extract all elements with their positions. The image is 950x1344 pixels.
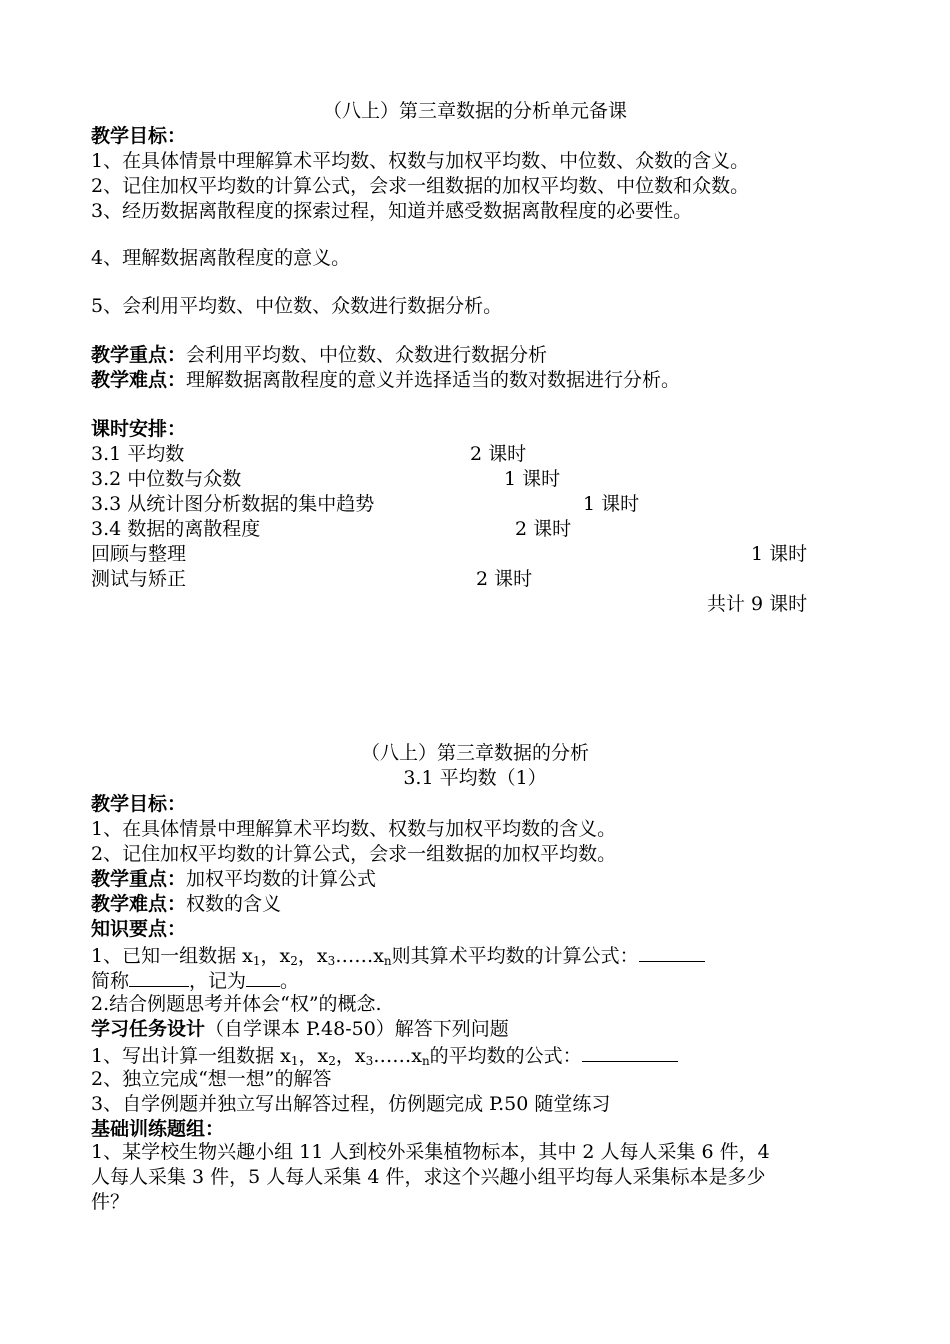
exercise-line: 1、某学校生物兴趣小组 11 人到校外采集植物标本，其中 2 人每人采集 6 件，4 xyxy=(91,1141,770,1163)
task-item-3: 3、自学例题并独立写出解答过程，仿例题完成 P.50 随堂练习 xyxy=(91,1093,611,1115)
goal-item: 5、会利用平均数、中位数、众数进行数据分析。 xyxy=(91,295,503,317)
key-point-label: 教学重点： xyxy=(91,344,187,366)
goal-item: 3、经历数据离散程度的探索过程，知道并感受数据离散程度的必要性。 xyxy=(91,200,693,222)
schedule-item: 回顾与整理 xyxy=(91,543,187,565)
knowledge-item-1: 1、已知一组数据 $x_1$，$x_2$，$x_3\dots\dots x_n$则其算术平均数的计算公式： xyxy=(91,942,705,969)
goal-item: 4、理解数据离散程度的意义。 xyxy=(91,247,351,269)
schedule-item: 3.4 数据的离散程度 xyxy=(91,518,261,540)
difficulty-point xyxy=(91,368,680,393)
difficulty-point xyxy=(91,892,281,917)
task-item-1: 1、写出计算一组数据 $x_1$，$x_2$，$x_3\dots\dots x_n$的平均数的公式： xyxy=(91,1042,678,1069)
knowledge-heading: 知识要点： xyxy=(91,918,187,940)
schedule-item: 测试与矫正 xyxy=(91,568,187,590)
goal-item: 2、记住加权平均数的计算公式，会求一组数据的加权平均数、中位数和众数。 xyxy=(91,175,750,197)
schedule-heading: 课时安排： xyxy=(91,418,187,440)
unit-title: （八上）第三章数据的分析单元备课 xyxy=(322,100,627,122)
knowledge-item-1-cont: 简称 ，记为 。 xyxy=(91,967,299,994)
difficulty-label: 教学难点： xyxy=(91,893,187,915)
knowledge-item-2: 2.结合例题思考并体会“权”的概念. xyxy=(91,993,382,1015)
schedule-hours: 2 课时 xyxy=(476,568,533,590)
schedule-total: 共计 9 课时 xyxy=(707,593,808,615)
notation-blank[interactable] xyxy=(246,967,280,987)
schedule-item: 3.2 中位数与众数 xyxy=(91,468,242,490)
basic-training-heading: 基础训练题组： xyxy=(91,1118,225,1140)
task-item-2: 2、独立完成“想一想”的解答 xyxy=(91,1068,332,1090)
exercise-line: 人每人采集 3 件，5 人每人采集 4 件，求这个兴趣小组平均每人采集标本是多少 xyxy=(91,1166,766,1188)
key-point xyxy=(91,867,376,892)
key-point xyxy=(91,343,547,368)
exercise-line: 件？ xyxy=(91,1191,130,1213)
goal-item: 1、在具体情景中理解算术平均数、权数与加权平均数、中位数、众数的含义。 xyxy=(91,150,750,172)
schedule-item: 3.3 从统计图分析数据的集中趋势 xyxy=(91,493,375,515)
schedule-hours: 1 课时 xyxy=(504,468,561,490)
goal-item: 2、记住加权平均数的计算公式，会求一组数据的加权平均数。 xyxy=(91,843,617,865)
abbreviation-blank[interactable] xyxy=(129,967,189,987)
schedule-hours: 2 课时 xyxy=(515,518,572,540)
goals-heading: 教学目标： xyxy=(91,125,187,147)
difficulty-label: 教学难点： xyxy=(91,369,187,391)
key-point-text: 会利用平均数、中位数、众数进行数据分析 xyxy=(186,344,548,366)
schedule-hours: 2 课时 xyxy=(470,443,527,465)
lesson-chapter-title: （八上）第三章数据的分析 xyxy=(360,742,589,764)
goals-heading: 教学目标： xyxy=(91,793,187,815)
key-point-text: 加权平均数的计算公式 xyxy=(186,868,377,890)
goal-item: 1、在具体情景中理解算术平均数、权数与加权平均数的含义。 xyxy=(91,818,617,840)
formula-blank[interactable] xyxy=(639,942,705,962)
difficulty-text: 权数的含义 xyxy=(186,893,282,915)
schedule-hours: 1 课时 xyxy=(583,493,640,515)
schedule-hours: 1 课时 xyxy=(751,543,808,565)
key-point-label: 教学重点： xyxy=(91,868,187,890)
mean-formula-blank[interactable] xyxy=(582,1042,678,1062)
task-heading: 学习任务设计（自学课本 P.48-50）解答下列问题 xyxy=(91,1018,509,1040)
lesson-title: 3.1 平均数（1） xyxy=(403,767,547,789)
difficulty-text: 理解数据离散程度的意义并选择适当的数对数据进行分析。 xyxy=(186,369,681,391)
schedule-item: 3.1 平均数 xyxy=(91,443,185,465)
